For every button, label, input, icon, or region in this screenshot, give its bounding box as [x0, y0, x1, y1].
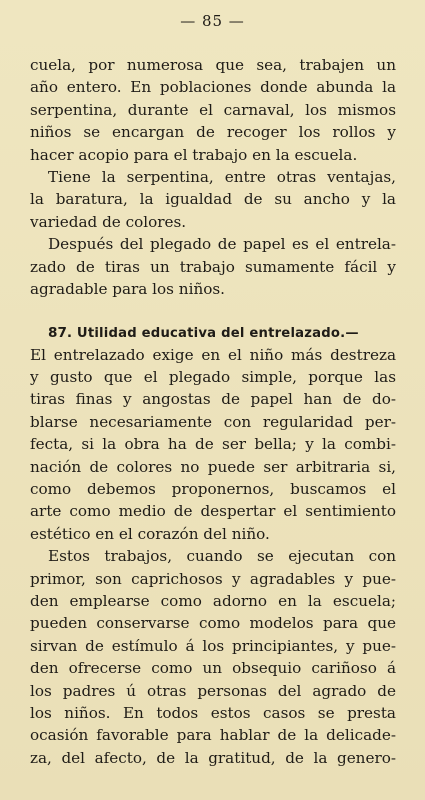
text-line: la baratura, la igualdad de su ancho y la [30, 190, 396, 209]
text-line: arte como medio de despertar el sentimiento [30, 502, 396, 521]
text-line: Tiene la serpentina, entre otras ventajas, [48, 167, 396, 186]
paragraph-4 [30, 344, 396, 546]
text-line: variedad de colores. [30, 212, 187, 231]
paragraph-3 [30, 233, 396, 300]
page-body [30, 54, 396, 769]
text-line: cuela, por numerosa que sea, trabajen un [30, 56, 396, 74]
text-line: zado de tiras un trabajo sumamente fácil y [30, 257, 396, 276]
text-line: agradable para los niños. [30, 279, 225, 298]
section-heading [30, 321, 396, 343]
text-line: pueden conservarse como modelos para que [30, 614, 396, 633]
text-line: sirvan de estímulo á los principiantes, y pue- [30, 636, 396, 655]
text-line: los padres ú otras personas del agrado de [30, 681, 396, 700]
text-line: nación de colores no puede ser arbitraria si, [30, 457, 396, 476]
text-line: niños se encargan de recoger los rollos y [30, 123, 396, 142]
text-line: Estos trabajos, cuando se ejecutan con [48, 547, 396, 566]
text-line: blarse necesariamente con regularidad per- [30, 412, 396, 431]
text-line: año entero. En poblaciones donde abunda la [30, 78, 396, 97]
text-line: los niños. En todos estos casos se presta [30, 703, 396, 722]
text-line: hacer acopio para el trabajo en la escuela. [30, 145, 358, 164]
text-line: den ofrecerse como un obsequio cariñoso á [30, 659, 396, 678]
paragraph-5 [30, 545, 396, 769]
text-line: estético en el corazón del niño. [30, 524, 270, 543]
text-line: El entrelazado exige en el niño más destreza [30, 345, 396, 364]
text-line: za, del afecto, de la gratitud, de la genero- [30, 748, 396, 767]
paragraph-2 [30, 166, 396, 233]
page-number: — 85 — [180, 12, 245, 30]
section-number: 87. [48, 325, 73, 342]
text-line: y gusto que el plegado simple, porque las [30, 368, 396, 387]
text-line: serpentina, durante el carnaval, los mismos [30, 100, 396, 119]
text-line: Después del plegado de papel es el entrela- [48, 235, 396, 254]
section-title: Utilidad educativa del entrelazado.— [76, 326, 359, 342]
paragraph-1 [30, 54, 396, 166]
text-line: den emplearse como adorno en la escuela; [30, 591, 396, 610]
text-line: primor, son caprichosos y agradables y pue- [30, 569, 396, 588]
text-line: como debemos proponernos, buscamos el [30, 480, 396, 499]
text-line: tiras finas y angostas de papel han de do- [30, 390, 396, 409]
text-line: fecta, si la obra ha de ser bella; y la combi- [30, 435, 396, 454]
text-line: ocasión favorable para hablar de la delicade- [30, 726, 396, 745]
